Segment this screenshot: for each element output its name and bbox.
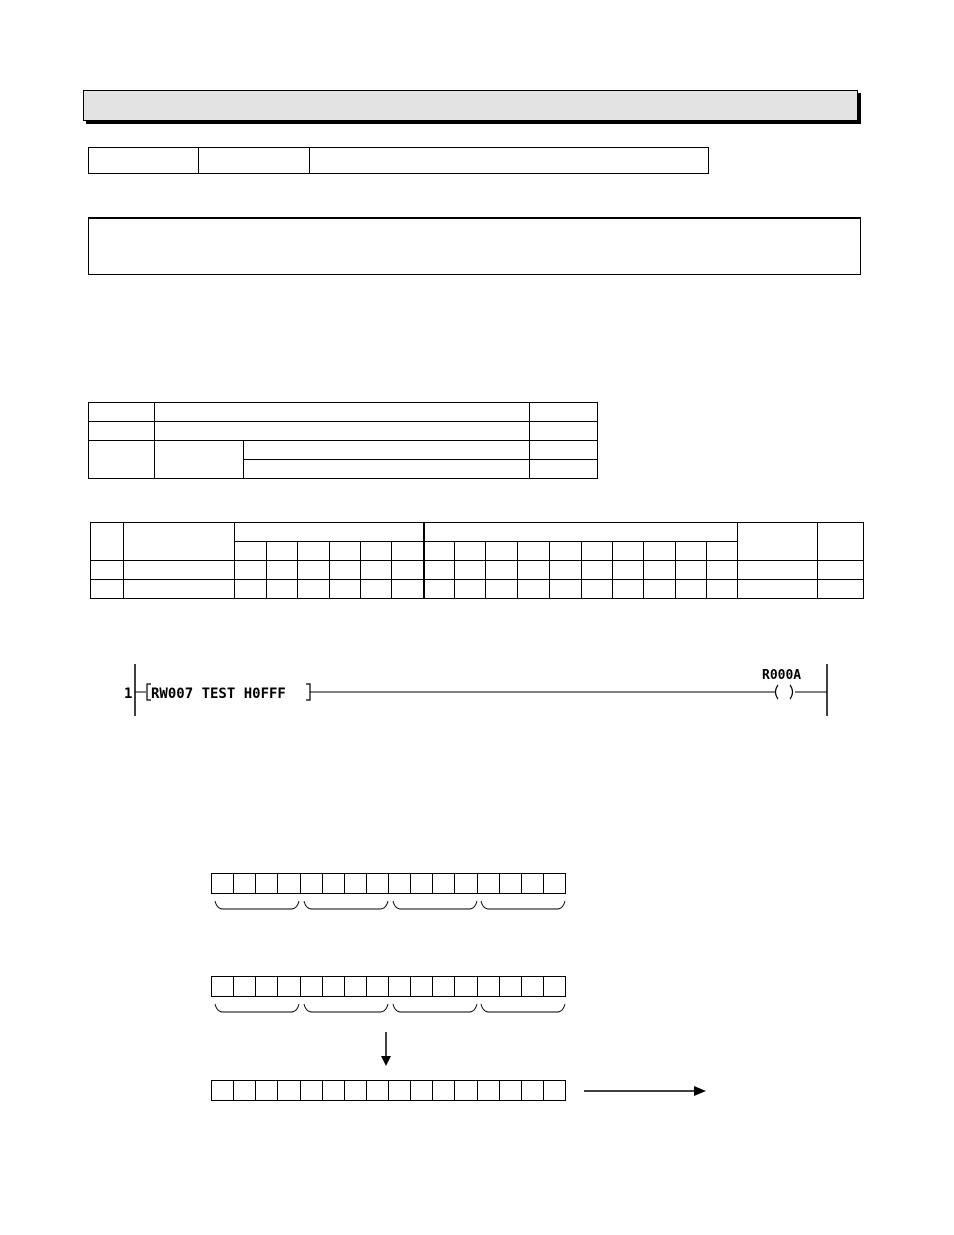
bit-cell <box>455 1081 477 1100</box>
flag-subheader-cell <box>643 542 675 561</box>
flag-cell <box>361 561 392 580</box>
spec-table <box>88 402 598 479</box>
flag-cell <box>706 561 737 580</box>
spec-cell <box>89 441 155 479</box>
spec-cell <box>89 422 155 441</box>
spec-cell <box>530 460 598 479</box>
flag-cell <box>675 580 706 599</box>
spec-cell <box>530 403 598 422</box>
bit-cell <box>522 874 544 893</box>
spec-cell <box>244 441 530 460</box>
header-cell-3 <box>310 148 709 174</box>
flag-cell <box>455 561 486 580</box>
spec-cell <box>244 460 530 479</box>
bit-cell <box>345 977 367 996</box>
description-box <box>88 217 861 275</box>
flag-cell <box>612 561 643 580</box>
flag-cell <box>550 561 581 580</box>
flag-group-2-header <box>424 523 737 542</box>
flag-cell <box>298 580 330 599</box>
flag-header-cell <box>737 523 817 561</box>
section-title-bar <box>83 90 858 121</box>
flag-cell <box>643 580 675 599</box>
flag-cell <box>518 580 550 599</box>
bit-register-1 <box>211 873 566 894</box>
bit-cell <box>234 977 256 996</box>
flag-cell <box>424 561 455 580</box>
bit-cell <box>389 874 411 893</box>
bit-register-2 <box>211 976 566 997</box>
flag-cell <box>581 561 612 580</box>
flag-cell <box>817 561 863 580</box>
flag-cell <box>91 580 124 599</box>
coil-right <box>790 685 793 699</box>
flag-header-row <box>91 523 864 542</box>
flag-group-1-header <box>235 523 424 542</box>
bit-cell <box>234 1081 256 1100</box>
bit-cell <box>323 874 345 893</box>
bit-cell <box>345 874 367 893</box>
flag-subheader-cell <box>267 542 298 561</box>
bit-cell <box>323 977 345 996</box>
bit-cell <box>345 1081 367 1100</box>
down-arrow-icon <box>378 1032 394 1068</box>
flag-row <box>91 561 864 580</box>
flag-cell <box>550 580 581 599</box>
bit-cell <box>544 977 565 996</box>
bit-cell <box>455 874 477 893</box>
spec-row <box>89 403 598 422</box>
nibble-brackets-2 <box>211 1001 567 1017</box>
bit-cell <box>389 977 411 996</box>
flag-cell <box>424 580 455 599</box>
flag-cell <box>817 580 863 599</box>
flag-subheader-cell <box>330 542 361 561</box>
spec-row <box>89 422 598 441</box>
flag-row <box>91 580 864 599</box>
flag-cell <box>124 580 235 599</box>
coil-left <box>776 685 779 699</box>
bit-cell <box>500 1081 522 1100</box>
flag-cell <box>612 580 643 599</box>
flag-cell <box>330 561 361 580</box>
flag-subheader-cell <box>424 542 455 561</box>
bit-cell <box>323 1081 345 1100</box>
bit-cell <box>278 977 300 996</box>
bit-register-result <box>211 1080 566 1101</box>
flag-cell <box>330 580 361 599</box>
flag-subheader-cell <box>392 542 424 561</box>
flag-cell <box>643 561 675 580</box>
flag-cell <box>361 580 392 599</box>
bit-cell <box>389 1081 411 1100</box>
bit-cell <box>500 977 522 996</box>
bit-cell <box>411 977 433 996</box>
flag-header-cell <box>817 523 863 561</box>
bit-cell <box>478 977 500 996</box>
bit-cell <box>522 1081 544 1100</box>
flag-cell <box>267 580 298 599</box>
flag-cell <box>706 580 737 599</box>
bit-cell <box>544 874 565 893</box>
spec-cell <box>530 422 598 441</box>
bit-cell <box>278 874 300 893</box>
bit-cell <box>433 977 455 996</box>
flag-cell <box>675 561 706 580</box>
bit-cell <box>367 977 389 996</box>
flag-subheader-cell <box>550 542 581 561</box>
flag-subheader-cell <box>612 542 643 561</box>
flag-subheader-cell <box>298 542 330 561</box>
flag-subheader-cell <box>581 542 612 561</box>
bit-cell <box>411 874 433 893</box>
spec-cell <box>155 422 530 441</box>
ladder-diagram <box>120 660 840 720</box>
flag-cell <box>124 561 235 580</box>
spec-cell <box>155 441 244 479</box>
instruction-text: RW007 TEST H0FFF <box>151 686 286 702</box>
flag-cell <box>392 580 424 599</box>
bit-cell <box>256 1081 278 1100</box>
flag-subheader-cell <box>361 542 392 561</box>
flag-cell <box>486 580 518 599</box>
bit-cell <box>411 1081 433 1100</box>
flag-cell <box>581 580 612 599</box>
spec-cell <box>530 441 598 460</box>
flag-subheader-cell <box>518 542 550 561</box>
bit-cell <box>301 977 323 996</box>
bit-cell <box>455 977 477 996</box>
flag-subheader-cell <box>706 542 737 561</box>
flag-cell <box>518 561 550 580</box>
flag-subheader-cell <box>455 542 486 561</box>
bit-cell <box>500 874 522 893</box>
bit-cell <box>433 874 455 893</box>
flag-cell <box>486 561 518 580</box>
bit-cell <box>301 1081 323 1100</box>
coil-label: R000A <box>762 668 802 683</box>
bit-cell <box>212 977 234 996</box>
flag-subheader-cell <box>486 542 518 561</box>
header-cell-1 <box>89 148 199 174</box>
flag-cell <box>267 561 298 580</box>
flag-cell <box>235 561 267 580</box>
flag-cell <box>235 580 267 599</box>
flag-subheader-cell <box>235 542 267 561</box>
header-table <box>88 147 709 174</box>
bit-cell <box>256 874 278 893</box>
flag-cell <box>392 561 424 580</box>
bit-cell <box>301 874 323 893</box>
spec-cell <box>155 403 530 422</box>
flag-cell <box>737 561 817 580</box>
bit-cell <box>212 874 234 893</box>
bit-cell <box>478 1081 500 1100</box>
flag-cell <box>455 580 486 599</box>
right-arrow-icon <box>584 1084 708 1098</box>
flag-cell <box>737 580 817 599</box>
spec-cell <box>89 403 155 422</box>
flag-cell <box>298 561 330 580</box>
bit-cell <box>234 874 256 893</box>
spec-row <box>89 441 598 460</box>
bit-cell <box>522 977 544 996</box>
flag-header-cell <box>91 523 124 561</box>
bit-cell <box>544 1081 565 1100</box>
bit-cell <box>367 874 389 893</box>
flag-header-cell <box>124 523 235 561</box>
bit-cell <box>433 1081 455 1100</box>
flag-cell <box>91 561 124 580</box>
bit-cell <box>256 977 278 996</box>
flag-subheader-cell <box>675 542 706 561</box>
flag-table <box>90 522 864 599</box>
bit-cell <box>367 1081 389 1100</box>
header-cell-2 <box>199 148 310 174</box>
bit-cell <box>278 1081 300 1100</box>
nibble-brackets-1 <box>211 898 567 914</box>
rung-number: 1 <box>124 686 133 702</box>
bit-cell <box>212 1081 234 1100</box>
bit-cell <box>478 874 500 893</box>
